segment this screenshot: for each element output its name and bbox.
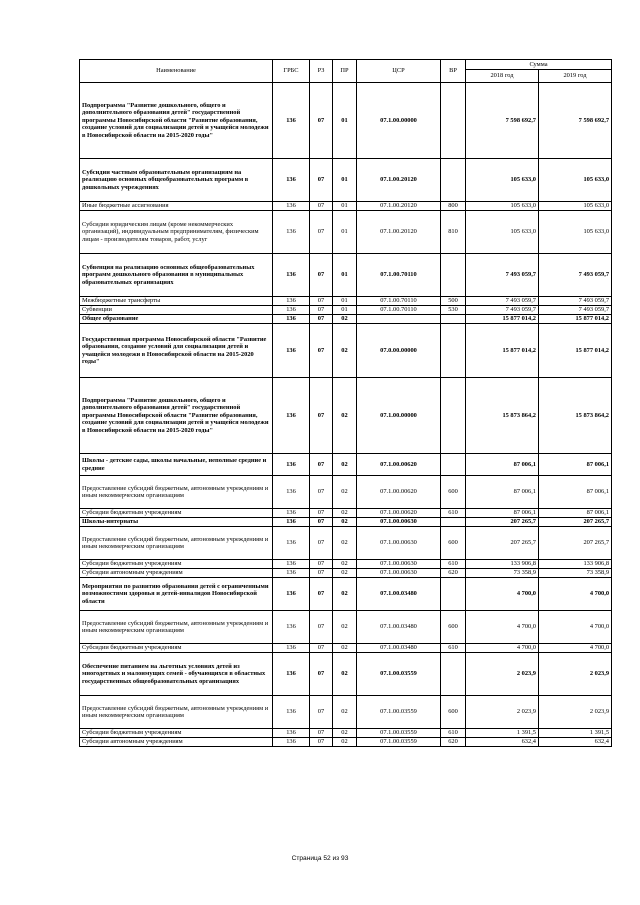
cell-grbs: 136 (273, 476, 310, 509)
cell-rz: 07 (310, 738, 333, 747)
cell-pr: 01 (333, 202, 357, 211)
cell-vr: 600 (441, 611, 466, 644)
cell-csr: 07.1.00.00630 (357, 560, 441, 569)
table-row (80, 653, 612, 696)
cell-sum-2018: 2 023,9 (466, 696, 539, 729)
cell-csr: 07.1.00.70110 (357, 306, 441, 315)
cell-rz: 07 (310, 509, 333, 518)
cell-sum-2019: 87 006,1 (539, 509, 612, 518)
cell-vr: 610 (441, 644, 466, 653)
cell-pr: 02 (333, 738, 357, 747)
cell-grbs: 136 (273, 306, 310, 315)
cell-csr: 07.1.00.03480 (357, 644, 441, 653)
page-footer: Страница 52 из 93 (291, 855, 349, 862)
table-row (80, 202, 612, 211)
cell-grbs: 136 (273, 611, 310, 644)
cell-sum-2018: 87 006,1 (466, 509, 539, 518)
table-row (80, 611, 612, 644)
cell-grbs: 136 (273, 729, 310, 738)
cell-grbs: 136 (273, 696, 310, 729)
table-row (80, 527, 612, 560)
cell-csr: 07.1.00.20120 (357, 159, 441, 202)
cell-sum-2018: 133 906,8 (466, 560, 539, 569)
cell-csr: 07.1.00.03480 (357, 611, 441, 644)
cell-sum-2018: 207 265,7 (466, 518, 539, 527)
cell-csr: 07.1.00.00620 (357, 476, 441, 509)
table-row (80, 518, 612, 527)
cell-sum-2019: 15 873 864,2 (539, 378, 612, 454)
table-row (80, 560, 612, 569)
cell-vr: 600 (441, 696, 466, 729)
cell-pr: 02 (333, 324, 357, 378)
cell-csr: 07.1.00.00620 (357, 509, 441, 518)
cell-csr (357, 315, 441, 324)
cell-sum-2019: 105 633,0 (539, 202, 612, 211)
cell-rz: 07 (310, 560, 333, 569)
table-body (80, 83, 612, 747)
table-row (80, 211, 612, 254)
cell-rz: 07 (310, 611, 333, 644)
cell-name: Субсидии автономным учреждениям (80, 738, 273, 747)
cell-vr (441, 324, 466, 378)
cell-vr (441, 518, 466, 527)
cell-rz: 07 (310, 518, 333, 527)
cell-sum-2019: 4 700,0 (539, 644, 612, 653)
cell-sum-2018: 15 877 014,2 (466, 324, 539, 378)
cell-grbs: 136 (273, 254, 310, 297)
cell-csr: 07.1.00.00000 (357, 378, 441, 454)
cell-pr: 01 (333, 254, 357, 297)
cell-vr: 610 (441, 560, 466, 569)
cell-pr: 02 (333, 518, 357, 527)
cell-vr (441, 578, 466, 611)
cell-sum-2019: 105 633,0 (539, 159, 612, 202)
cell-pr: 02 (333, 729, 357, 738)
cell-rz: 07 (310, 315, 333, 324)
cell-sum-2019: 4 700,0 (539, 611, 612, 644)
cell-grbs: 136 (273, 297, 310, 306)
cell-sum-2018: 632,4 (466, 738, 539, 747)
cell-name: Мероприятия по развитию образования детей с ограниченными возможностями здоровья и детей-инвалидов Новосибирской области (80, 578, 273, 611)
cell-csr: 07.1.00.00630 (357, 527, 441, 560)
cell-csr: 07.1.00.00630 (357, 518, 441, 527)
cell-rz: 07 (310, 454, 333, 476)
table-row (80, 454, 612, 476)
table-row (80, 509, 612, 518)
cell-sum-2019: 15 877 014,2 (539, 315, 612, 324)
table-row (80, 306, 612, 315)
cell-vr (441, 378, 466, 454)
cell-sum-2019: 207 265,7 (539, 527, 612, 560)
cell-sum-2018: 4 700,0 (466, 578, 539, 611)
cell-grbs: 136 (273, 578, 310, 611)
cell-sum-2019: 87 006,1 (539, 454, 612, 476)
cell-grbs: 136 (273, 378, 310, 454)
cell-csr: 07.1.00.03559 (357, 738, 441, 747)
col-header-grbs: ГРБС (273, 60, 310, 83)
col-header-name: Наименование (80, 60, 273, 83)
cell-csr: 07.0.00.00000 (357, 324, 441, 378)
cell-pr: 02 (333, 476, 357, 509)
cell-grbs: 136 (273, 569, 310, 578)
cell-name: Школы - детские сады, школы начальные, неполные средние и средние (80, 454, 273, 476)
cell-vr (441, 454, 466, 476)
table-row (80, 83, 612, 159)
cell-rz: 07 (310, 324, 333, 378)
cell-sum-2018: 4 700,0 (466, 644, 539, 653)
col-header-vr: ВР (441, 60, 466, 83)
cell-csr: 07.1.00.00630 (357, 569, 441, 578)
cell-sum-2018: 7 598 692,7 (466, 83, 539, 159)
cell-csr: 07.1.00.70110 (357, 254, 441, 297)
cell-csr: 07.1.00.03559 (357, 729, 441, 738)
cell-rz: 07 (310, 297, 333, 306)
cell-sum-2019: 2 023,9 (539, 696, 612, 729)
cell-sum-2018: 7 493 059,7 (466, 306, 539, 315)
cell-name: Субсидии бюджетным учреждениям (80, 729, 273, 738)
cell-rz: 07 (310, 378, 333, 454)
cell-rz: 07 (310, 211, 333, 254)
cell-sum-2019: 4 700,0 (539, 578, 612, 611)
cell-csr: 07.1.00.70110 (357, 297, 441, 306)
cell-name: Субсидии частным образовательным организациям на реализацию основных общеобразовательных программ в дошкольных учреждениях (80, 159, 273, 202)
cell-name: Субсидии бюджетным учреждениям (80, 509, 273, 518)
cell-name: Предоставление субсидий бюджетным, автономным учреждениям и иным некоммерческим организациям (80, 696, 273, 729)
cell-grbs: 136 (273, 518, 310, 527)
cell-pr: 02 (333, 378, 357, 454)
cell-pr: 02 (333, 569, 357, 578)
cell-vr: 620 (441, 569, 466, 578)
cell-pr: 02 (333, 696, 357, 729)
cell-pr: 02 (333, 653, 357, 696)
table-row (80, 297, 612, 306)
cell-sum-2019: 7 493 059,7 (539, 306, 612, 315)
cell-name: Школы-интернаты (80, 518, 273, 527)
cell-pr: 01 (333, 211, 357, 254)
cell-name: Общее образование (80, 315, 273, 324)
cell-sum-2018: 15 873 864,2 (466, 378, 539, 454)
cell-name: Иные бюджетные ассигнования (80, 202, 273, 211)
cell-pr: 01 (333, 306, 357, 315)
cell-rz: 07 (310, 254, 333, 297)
cell-sum-2018: 7 493 059,7 (466, 254, 539, 297)
cell-vr: 610 (441, 509, 466, 518)
cell-name: Подпрограмма "Развитие дошкольного, общего и дополнительного образования детей" государственной программы Новосибирской области "Развитие образования, создание условий для социализации детей и учащейся молодежи в Новосибирской области на 2015-2020 годы" (80, 83, 273, 159)
cell-csr: 07.1.00.03559 (357, 653, 441, 696)
table-row (80, 644, 612, 653)
cell-sum-2018: 105 633,0 (466, 159, 539, 202)
cell-csr: 07.1.00.03480 (357, 578, 441, 611)
cell-vr (441, 653, 466, 696)
col-header-sum: Сумма (466, 60, 612, 70)
table-row (80, 159, 612, 202)
cell-name: Обеспечение питанием на льготных условиях детей из многодетных и малоимущих семей - обучающихся в областных государственных общеобразовательных организациях (80, 653, 273, 696)
cell-vr: 500 (441, 297, 466, 306)
col-header-rz: РЗ (310, 60, 333, 83)
cell-sum-2019: 7 598 692,7 (539, 83, 612, 159)
cell-rz: 07 (310, 696, 333, 729)
cell-rz: 07 (310, 729, 333, 738)
cell-csr: 07.1.00.00620 (357, 454, 441, 476)
cell-csr: 07.1.00.00000 (357, 83, 441, 159)
table-row (80, 578, 612, 611)
table-row (80, 324, 612, 378)
cell-sum-2019: 73 358,9 (539, 569, 612, 578)
cell-vr: 620 (441, 738, 466, 747)
cell-sum-2019: 207 265,7 (539, 518, 612, 527)
cell-pr: 02 (333, 644, 357, 653)
cell-pr: 02 (333, 578, 357, 611)
cell-rz: 07 (310, 578, 333, 611)
table-row (80, 476, 612, 509)
cell-vr (441, 83, 466, 159)
cell-vr: 610 (441, 729, 466, 738)
cell-sum-2019: 1 391,5 (539, 729, 612, 738)
cell-grbs: 136 (273, 509, 310, 518)
cell-pr: 02 (333, 560, 357, 569)
cell-vr (441, 315, 466, 324)
cell-grbs: 136 (273, 738, 310, 747)
cell-name: Субсидии юридическим лицам (кроме некоммерческих организаций), индивидуальным предпринимателям, физическим лицам - производителям товаров, работ, услуг (80, 211, 273, 254)
cell-rz: 07 (310, 653, 333, 696)
cell-sum-2018: 87 006,1 (466, 476, 539, 509)
table-row (80, 729, 612, 738)
cell-name: Подпрограмма "Развитие дошкольного, общего и дополнительного образования детей" государственной программы Новосибирской области "Развитие образования, создание условий для социализации детей и учащейся молодежи в Новосибирской области на 2015-2020 годы" (80, 378, 273, 454)
table-row (80, 254, 612, 297)
cell-csr: 07.1.00.03559 (357, 696, 441, 729)
cell-vr (441, 254, 466, 297)
cell-name: Субвенция на реализацию основных общеобразовательных программ дошкольного образования в муниципальных образовательных организациях (80, 254, 273, 297)
cell-rz: 07 (310, 202, 333, 211)
table-row (80, 738, 612, 747)
cell-sum-2018: 207 265,7 (466, 527, 539, 560)
cell-grbs: 136 (273, 159, 310, 202)
cell-sum-2018: 7 493 059,7 (466, 297, 539, 306)
cell-pr: 01 (333, 83, 357, 159)
cell-sum-2019: 105 633,0 (539, 211, 612, 254)
cell-sum-2018: 73 358,9 (466, 569, 539, 578)
cell-name: Субсидии автономным учреждениям (80, 569, 273, 578)
cell-pr: 01 (333, 159, 357, 202)
cell-sum-2019: 87 006,1 (539, 476, 612, 509)
cell-sum-2018: 1 391,5 (466, 729, 539, 738)
cell-vr: 600 (441, 476, 466, 509)
cell-sum-2018: 4 700,0 (466, 611, 539, 644)
cell-pr: 02 (333, 509, 357, 518)
table-row (80, 315, 612, 324)
col-header-2019: 2019 год (539, 70, 612, 83)
cell-grbs: 136 (273, 324, 310, 378)
cell-vr: 530 (441, 306, 466, 315)
cell-rz: 07 (310, 83, 333, 159)
cell-pr: 01 (333, 297, 357, 306)
cell-rz: 07 (310, 159, 333, 202)
cell-vr: 800 (441, 202, 466, 211)
table-row (80, 696, 612, 729)
col-header-2018: 2018 год (466, 70, 539, 83)
col-header-csr: ЦСР (357, 60, 441, 83)
cell-rz: 07 (310, 527, 333, 560)
cell-grbs: 136 (273, 211, 310, 254)
cell-sum-2019: 15 877 014,2 (539, 324, 612, 378)
cell-pr: 02 (333, 454, 357, 476)
cell-name: Предоставление субсидий бюджетным, автономным учреждениям и иным некоммерческим организациям (80, 611, 273, 644)
cell-vr: 600 (441, 527, 466, 560)
cell-name: Субсидии бюджетным учреждениям (80, 644, 273, 653)
cell-name: Субвенции (80, 306, 273, 315)
cell-sum-2019: 632,4 (539, 738, 612, 747)
cell-pr: 02 (333, 527, 357, 560)
table-row (80, 378, 612, 454)
cell-pr: 02 (333, 611, 357, 644)
cell-sum-2019: 2 023,9 (539, 653, 612, 696)
cell-vr (441, 159, 466, 202)
cell-grbs: 136 (273, 653, 310, 696)
table-row (80, 569, 612, 578)
cell-name: Субсидии бюджетным учреждениям (80, 560, 273, 569)
cell-grbs: 136 (273, 315, 310, 324)
cell-grbs: 136 (273, 202, 310, 211)
cell-rz: 07 (310, 476, 333, 509)
cell-name: Государственная программа Новосибирской области "Развитие образования, создание условий для социализации детей и учащейся молодежи в Новосибирской области на 2015-2020 годы" (80, 324, 273, 378)
cell-sum-2018: 2 023,9 (466, 653, 539, 696)
cell-grbs: 136 (273, 527, 310, 560)
cell-grbs: 136 (273, 454, 310, 476)
cell-rz: 07 (310, 644, 333, 653)
cell-vr: 810 (441, 211, 466, 254)
cell-csr: 07.1.00.20120 (357, 211, 441, 254)
col-header-pr: ПР (333, 60, 357, 83)
cell-sum-2018: 87 006,1 (466, 454, 539, 476)
cell-rz: 07 (310, 569, 333, 578)
budget-table (79, 59, 612, 747)
cell-sum-2019: 133 906,8 (539, 560, 612, 569)
cell-rz: 07 (310, 306, 333, 315)
cell-grbs: 136 (273, 83, 310, 159)
cell-sum-2019: 7 493 059,7 (539, 297, 612, 306)
cell-sum-2018: 105 633,0 (466, 202, 539, 211)
cell-sum-2018: 105 633,0 (466, 211, 539, 254)
cell-sum-2018: 15 877 014,2 (466, 315, 539, 324)
cell-csr: 07.1.00.20120 (357, 202, 441, 211)
cell-grbs: 136 (273, 560, 310, 569)
cell-sum-2019: 7 493 059,7 (539, 254, 612, 297)
cell-pr: 02 (333, 315, 357, 324)
cell-name: Предоставление субсидий бюджетным, автономным учреждениям и иным некоммерческим организациям (80, 527, 273, 560)
cell-name: Межбюджетные трансферты (80, 297, 273, 306)
cell-name: Предоставление субсидий бюджетным, автономным учреждениям и иным некоммерческим организациям (80, 476, 273, 509)
cell-grbs: 136 (273, 644, 310, 653)
